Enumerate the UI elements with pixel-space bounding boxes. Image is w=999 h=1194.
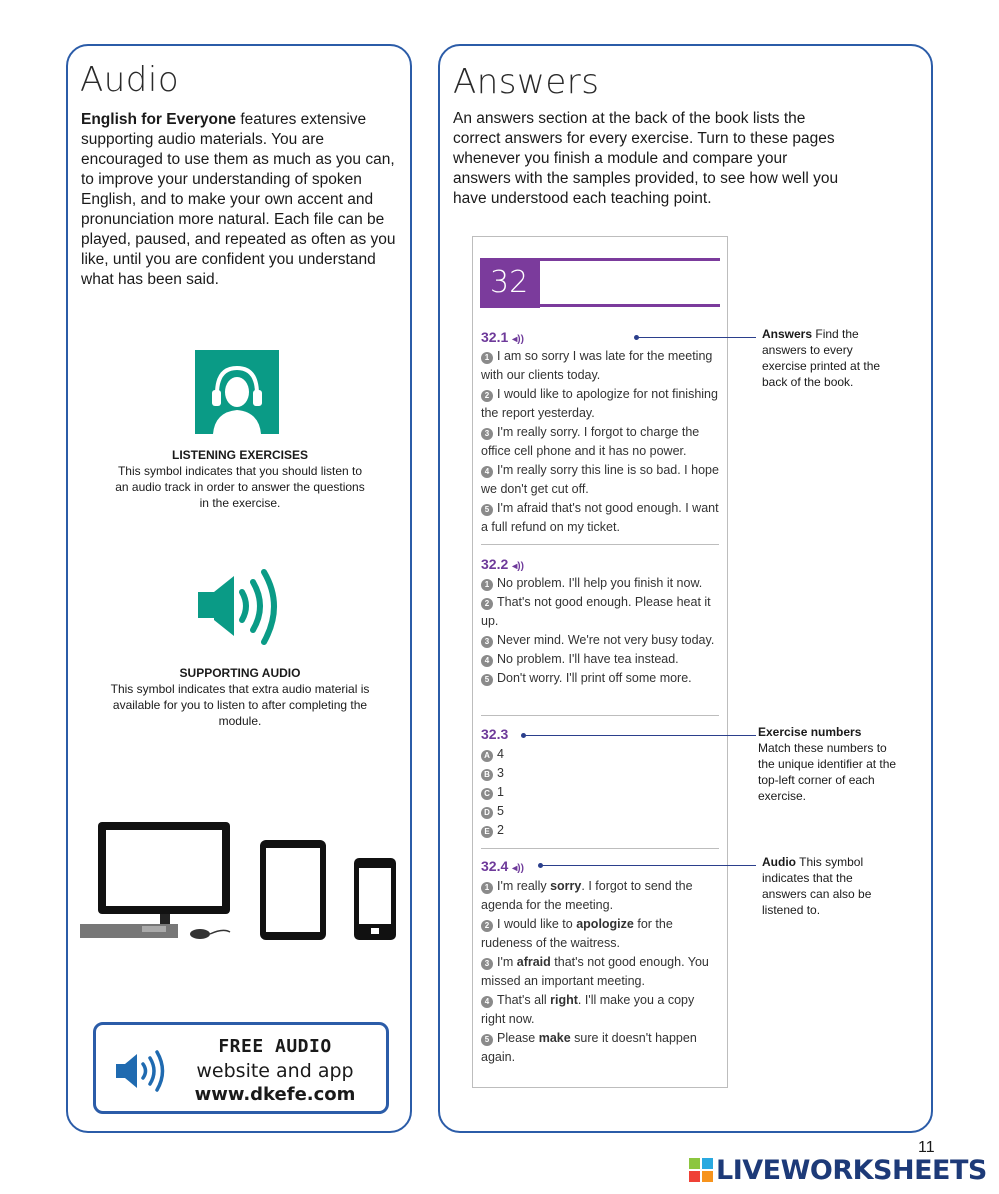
answer-text: sure it doesn't happen again. (481, 1031, 697, 1064)
exercise-heading-32-2 (481, 556, 524, 572)
unit-rule-bottom (534, 304, 720, 307)
callout-answers (762, 326, 892, 390)
answer-text: Please (497, 1031, 539, 1045)
answer-text: That's all (497, 993, 551, 1007)
exercise-answers-32-1 (481, 347, 721, 537)
audio-small-icon: ◂)) (512, 863, 524, 874)
answer-item (481, 821, 721, 840)
callout-audio-bold: Audio (762, 855, 796, 869)
page-number: 11 (918, 1139, 935, 1156)
audio-small-icon: ◂)) (512, 561, 524, 572)
unit-number: 32 (480, 258, 540, 308)
supporting-caption (110, 665, 370, 729)
answer-text: . I'll make you a copy right now. (481, 993, 695, 1026)
answer-item (481, 650, 721, 669)
answer-text: Don't worry. I'll print off some more. (497, 671, 692, 685)
answer-item (481, 385, 721, 423)
answer-text: 2 (497, 823, 504, 837)
callout-answers-text: Find the answers to every exercise printed at the back of the book. (762, 327, 881, 389)
free-audio-speaker-icon (114, 1049, 166, 1093)
exercise-number: 32.4 (481, 858, 509, 874)
answer-text: No problem. I'll have tea instead. (497, 652, 679, 666)
callout-line (523, 735, 756, 736)
answer-text: No problem. I'll help you finish it now. (497, 576, 703, 590)
audio-intro-text: features extensive supporting audio materials. You are encouraged to use them as much as you can, to improve your understanding of spoken English, and to make your own accent and pronunciation more natural. Each file can be played, paused, and repeated as often as you like, until you are confident you understand what has been said. (81, 111, 396, 288)
answer-number-badge: 4 (481, 655, 493, 667)
answer-text: I am so sorry I was late for the meeting with our clients today. (481, 349, 713, 382)
divider (481, 544, 719, 545)
answer-text: for the rudeness of the waitress. (481, 917, 673, 950)
watermark-text: LIVEWORKSHEETS (716, 1154, 987, 1186)
answer-item (481, 631, 721, 650)
callout-audio-text: This symbol indicates that the answers can also be listened to. (762, 855, 872, 917)
audio-small-icon: ◂)) (512, 334, 524, 345)
headphones-icon (195, 350, 279, 434)
answer-number-badge: 4 (481, 466, 493, 478)
answer-text: 5 (497, 804, 504, 818)
answer-item (481, 499, 721, 537)
answer-item (481, 593, 721, 631)
callout-audio (762, 854, 892, 918)
free-audio-url[interactable]: www.dkefe.com (194, 1084, 356, 1105)
callout-exercise-numbers (758, 724, 898, 804)
answer-text: That's not good enough. Please heat it up. (481, 595, 711, 628)
answers-intro: An answers section at the back of the book lists the correct answers for every exercise. Turn to these pages whenever you finish a module and compare your answers with the samples provided, to see how well you have understood each teaching point. (453, 110, 839, 207)
supporting-title: SUPPORTING AUDIO (179, 666, 301, 680)
liveworksheets-watermark (688, 1153, 987, 1187)
answer-number-badge: 2 (481, 390, 493, 402)
answers-title: Answers (453, 62, 600, 102)
answer-number-badge: 3 (481, 428, 493, 440)
answer-text: I'm really sorry this line is so bad. I hope we don't get cut off. (481, 463, 719, 496)
answer-item (481, 669, 721, 688)
listening-caption (110, 447, 370, 511)
liveworksheets-logo-icon (688, 1157, 714, 1183)
answer-number-badge: 3 (481, 958, 493, 970)
answer-text: I would like to apologize for not finishing the report yesterday. (481, 387, 718, 420)
callout-exnum-text: Match these numbers to the unique identifier at the top-left corner of each exercise. (758, 741, 897, 803)
answer-number-badge: 2 (481, 598, 493, 610)
answer-text: I'm (497, 955, 517, 969)
supporting-text: This symbol indicates that extra audio material is available for you to listen to after completing the module. (110, 682, 370, 728)
answer-item (481, 783, 721, 802)
speaker-icon (196, 566, 282, 646)
answer-key-word: make (538, 1031, 571, 1045)
callout-line (540, 865, 756, 866)
exercise-answers-32-4 (481, 877, 721, 1067)
answer-key-word: right (550, 993, 578, 1007)
exercise-number: 32.3 (481, 726, 509, 742)
answer-number-badge: A (481, 750, 493, 762)
answer-number-badge: 1 (481, 579, 493, 591)
answer-item (481, 802, 721, 821)
exercise-number: 32.2 (481, 556, 509, 572)
free-audio-banner (93, 1022, 389, 1114)
callout-answers-bold: Answers (762, 327, 813, 341)
free-audio-title: FREE AUDIO (218, 1036, 332, 1057)
answer-number-badge: 5 (481, 674, 493, 686)
answer-item (481, 877, 721, 915)
divider (481, 848, 719, 849)
answer-text: Never mind. We're not very busy today. (497, 633, 715, 647)
answer-key-word: apologize (576, 917, 634, 931)
answer-number-badge: B (481, 769, 493, 781)
answer-text: that's not good enough. You missed an important meeting. (481, 955, 709, 988)
answer-item (481, 953, 721, 991)
answer-item (481, 915, 721, 953)
unit-rule-top (534, 258, 720, 261)
answer-item (481, 423, 721, 461)
callout-exnum-bold: Exercise numbers (758, 725, 862, 739)
answer-number-badge: E (481, 826, 493, 838)
answer-item (481, 745, 721, 764)
answer-item (481, 764, 721, 783)
exercise-heading-32-3 (481, 726, 508, 742)
answer-number-badge: 5 (481, 1034, 493, 1046)
answer-text: 3 (497, 766, 504, 780)
answer-text: 1 (497, 785, 504, 799)
audio-intro-bold: English for Everyone (81, 111, 237, 128)
answer-text: I'm afraid that's not good enough. I want a full refund on my ticket. (481, 501, 719, 534)
listening-title: LISTENING EXERCISES (171, 448, 309, 462)
divider (481, 715, 719, 716)
answer-text: I'm really (497, 879, 551, 893)
exercise-answers-32-2 (481, 574, 721, 688)
audio-intro (81, 110, 399, 290)
answer-text: I would like to (497, 917, 577, 931)
answer-text: 4 (497, 747, 504, 761)
answer-text: . I forgot to send the agenda for the meeting. (481, 879, 693, 912)
answer-key-word: sorry (550, 879, 582, 893)
exercise-heading-32-1 (481, 329, 524, 345)
exercise-answers-32-3 (481, 745, 721, 840)
answer-number-badge: 3 (481, 636, 493, 648)
answer-number-badge: 2 (481, 920, 493, 932)
listening-text: This symbol indicates that you should listen to an audio track in order to answer the questions in the exercise. (115, 464, 365, 510)
answer-item (481, 1029, 721, 1067)
audio-title: Audio (80, 60, 180, 100)
answer-item (481, 347, 721, 385)
answer-item (481, 461, 721, 499)
callout-line (636, 337, 756, 338)
devices-illustration (78, 816, 400, 946)
exercise-heading-32-4 (481, 858, 524, 874)
answer-number-badge: D (481, 807, 493, 819)
answer-number-badge: 1 (481, 882, 493, 894)
answer-item (481, 574, 721, 593)
answer-item (481, 991, 721, 1029)
answer-key-word: afraid (516, 955, 551, 969)
answer-number-badge: 1 (481, 352, 493, 364)
free-audio-subtitle: website and app (196, 1060, 354, 1082)
answer-text: I'm really sorry. I forgot to charge the office cell phone and it has no power. (481, 425, 700, 458)
answer-number-badge: C (481, 788, 493, 800)
exercise-number: 32.1 (481, 329, 509, 345)
answer-number-badge: 4 (481, 996, 493, 1008)
answer-number-badge: 5 (481, 504, 493, 516)
